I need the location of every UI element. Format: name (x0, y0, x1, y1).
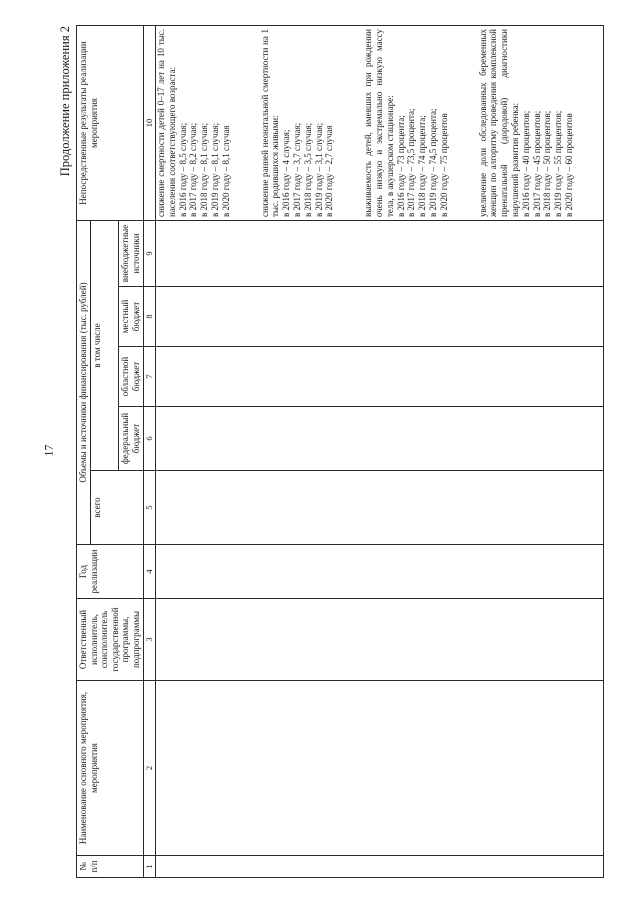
result-item: в 2017 году – 3,7 случая; (291, 122, 302, 217)
result-block (363, 29, 449, 217)
result-item: в 2016 году – 40 процентов; (520, 110, 531, 217)
result-item: в 2016 году – 8,5 случая; (177, 122, 188, 217)
results-cell (156, 26, 604, 221)
result-intro: выживаемость детей, имевших при рождении очень низкую и экстремально низкую массу тела, в акушерском стационаре: (363, 29, 395, 217)
result-item: в 2016 году – 73 процента; (395, 115, 406, 217)
column-number: 5 (143, 471, 155, 545)
result-intro: снижение ранней неонатальной смертности на 1 тыс. родившихся живыми: (259, 29, 281, 217)
result-block (260, 29, 336, 217)
column-number: 4 (143, 545, 155, 599)
result-item: в 2020 году – 2,7 случая (324, 125, 335, 217)
header-federal: федеральный бюджет (119, 407, 143, 471)
column-number: 8 (143, 287, 155, 347)
result-item: в 2020 году – 75 процентов (438, 113, 449, 217)
result-block (478, 29, 575, 217)
column-number: 1 (143, 856, 155, 878)
result-item: в 2018 году – 3,5 случая; (302, 122, 313, 217)
funding-table (76, 25, 604, 878)
result-item: в 2020 году – 8,1 случая (220, 125, 231, 217)
header-regional: областной бюджет (119, 347, 143, 407)
result-intro: снижение смертности детей 0–17 лет на 10 тыс. населения соответствующего возраста: (156, 29, 177, 217)
header-year: Год реализации (77, 545, 144, 599)
header-local: местный бюджет (119, 287, 143, 347)
rotated-table-page (54, 18, 634, 878)
result-item: в 2017 году – 45 процентов; (531, 110, 542, 217)
header-no: № п/п (77, 856, 144, 878)
result-block (156, 29, 232, 217)
column-number: 9 (143, 221, 155, 287)
header-including: в том числе (90, 221, 119, 471)
column-number-row (143, 26, 155, 878)
result-item: в 2016 году – 4 случая; (281, 129, 292, 217)
result-item: в 2018 году – 8,1 случая; (199, 122, 210, 217)
result-item: в 2019 году – 8,1 случая; (209, 122, 220, 217)
header-activity-name: Наименование основного мероприятия, мероприятия (77, 681, 144, 856)
result-item: в 2019 году – 74,5 процента; (427, 108, 438, 217)
header-executor: Ответственный исполнитель, соисполнитель государственной программы, подпрограммы (77, 599, 144, 681)
column-number: 7 (143, 347, 155, 407)
column-number: 6 (143, 407, 155, 471)
result-item: в 2018 году – 50 процентов; (542, 110, 553, 217)
result-item: в 2017 году – 8,2 случая; (188, 122, 199, 217)
header-results: Непосредственные результаты реализации мероприятия (77, 26, 144, 221)
header-extrabudget: внебюджетные источники (119, 221, 143, 287)
column-number: 10 (143, 26, 155, 221)
column-number: 2 (143, 681, 155, 856)
column-number: 3 (143, 599, 155, 681)
table-row (156, 26, 604, 878)
page-number: 17 (41, 444, 56, 457)
result-item: в 2020 году – 60 процентов (563, 113, 574, 217)
result-item: в 2019 году – 3,1 случая; (313, 122, 324, 217)
result-item: в 2018 году – 74 процента; (417, 115, 428, 217)
result-intro: увеличение доли обследованных беременных женщин по алгоритму проведения комплексной пренатальной (дородовой) диагностики нарушений развития ребенка: (477, 29, 520, 217)
result-item: в 2017 году – 73,5 процента; (406, 108, 417, 217)
result-item: в 2019 году – 55 процентов; (553, 110, 564, 217)
header-funding-group: Объемы и источники финансирования (тыс. рублей) (77, 221, 91, 545)
header-total: всего (90, 471, 143, 545)
appendix-title: Продолжение приложения 2 (58, 26, 72, 177)
